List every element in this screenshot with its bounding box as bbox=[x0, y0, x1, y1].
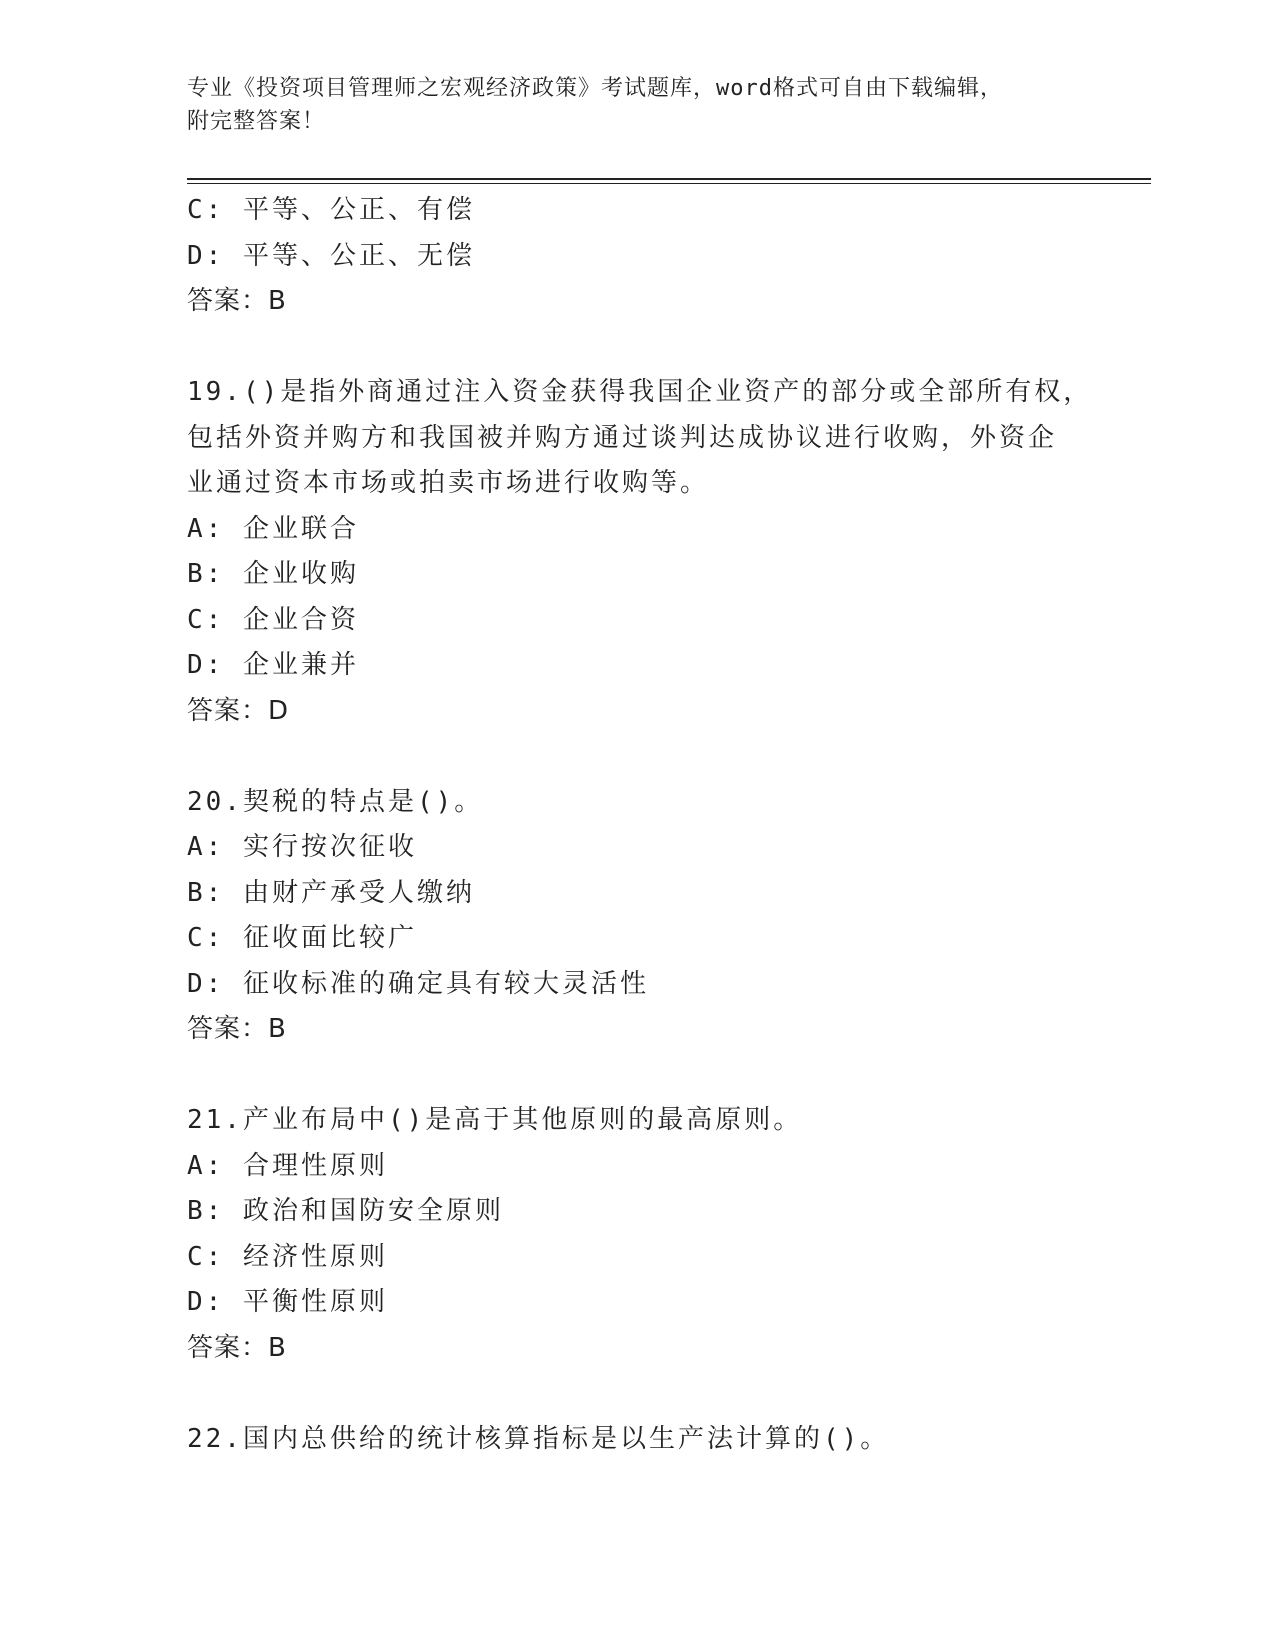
question-text-line: 21.产业布局中()是高于其他原则的最高原则。 bbox=[187, 1105, 803, 1135]
option-b: B: 企业收购 bbox=[187, 559, 359, 589]
question-19 bbox=[187, 370, 1093, 734]
question-text-line: 19.()是指外商通过注入资金获得我国企业资产的部分或全部所有权， bbox=[187, 377, 1093, 407]
option-a: A: 企业联合 bbox=[187, 513, 359, 544]
question-list bbox=[187, 188, 1093, 1462]
answer: 答案：B bbox=[187, 1332, 287, 1363]
document-header bbox=[187, 72, 1087, 138]
question-text-line: 22.国内总供给的统计核算指标是以生产法计算的()。 bbox=[187, 1423, 890, 1454]
option-d: D: 企业兼并 bbox=[187, 650, 359, 680]
option-c: C: 征收面比较广 bbox=[187, 923, 417, 953]
option-c: C: 平等、公正、有偿 bbox=[187, 195, 475, 225]
header-line-1: 专业《投资项目管理师之宏观经济政策》考试题库，word格式可自由下载编辑， bbox=[187, 76, 1003, 101]
option-c: C: 经济性原则 bbox=[187, 1241, 388, 1272]
option-b: B: 由财产承受人缴纳 bbox=[187, 877, 475, 908]
header-rule-thin bbox=[187, 183, 1151, 184]
question-text-line: 包括外资并购方和我国被并购方通过谈判达成协议进行收购，外资企 bbox=[187, 422, 1058, 453]
option-d: D: 征收标准的确定具有较大灵活性 bbox=[187, 968, 649, 999]
option-d: D: 平衡性原则 bbox=[187, 1287, 388, 1317]
option-d: D: 平等、公正、无偿 bbox=[187, 240, 475, 271]
question-21 bbox=[187, 1098, 1067, 1371]
question-22 bbox=[187, 1417, 1067, 1463]
question-18-partial bbox=[187, 188, 1067, 325]
question-20 bbox=[187, 780, 1067, 1053]
answer: 答案：D bbox=[187, 695, 290, 726]
question-text-line: 业通过资本市场或拍卖市场进行收购等。 bbox=[187, 468, 710, 498]
answer: 答案：B bbox=[187, 286, 287, 316]
option-a: A: 实行按次征收 bbox=[187, 832, 417, 862]
option-a: A: 合理性原则 bbox=[187, 1150, 388, 1181]
answer: 答案：B bbox=[187, 1014, 287, 1044]
header-rule-thick bbox=[187, 178, 1151, 180]
question-text-line: 20.契税的特点是()。 bbox=[187, 786, 484, 817]
option-b: B: 政治和国防安全原则 bbox=[187, 1196, 504, 1226]
option-c: C: 企业合资 bbox=[187, 604, 359, 635]
header-line-2: 附完整答案！ bbox=[187, 109, 326, 134]
